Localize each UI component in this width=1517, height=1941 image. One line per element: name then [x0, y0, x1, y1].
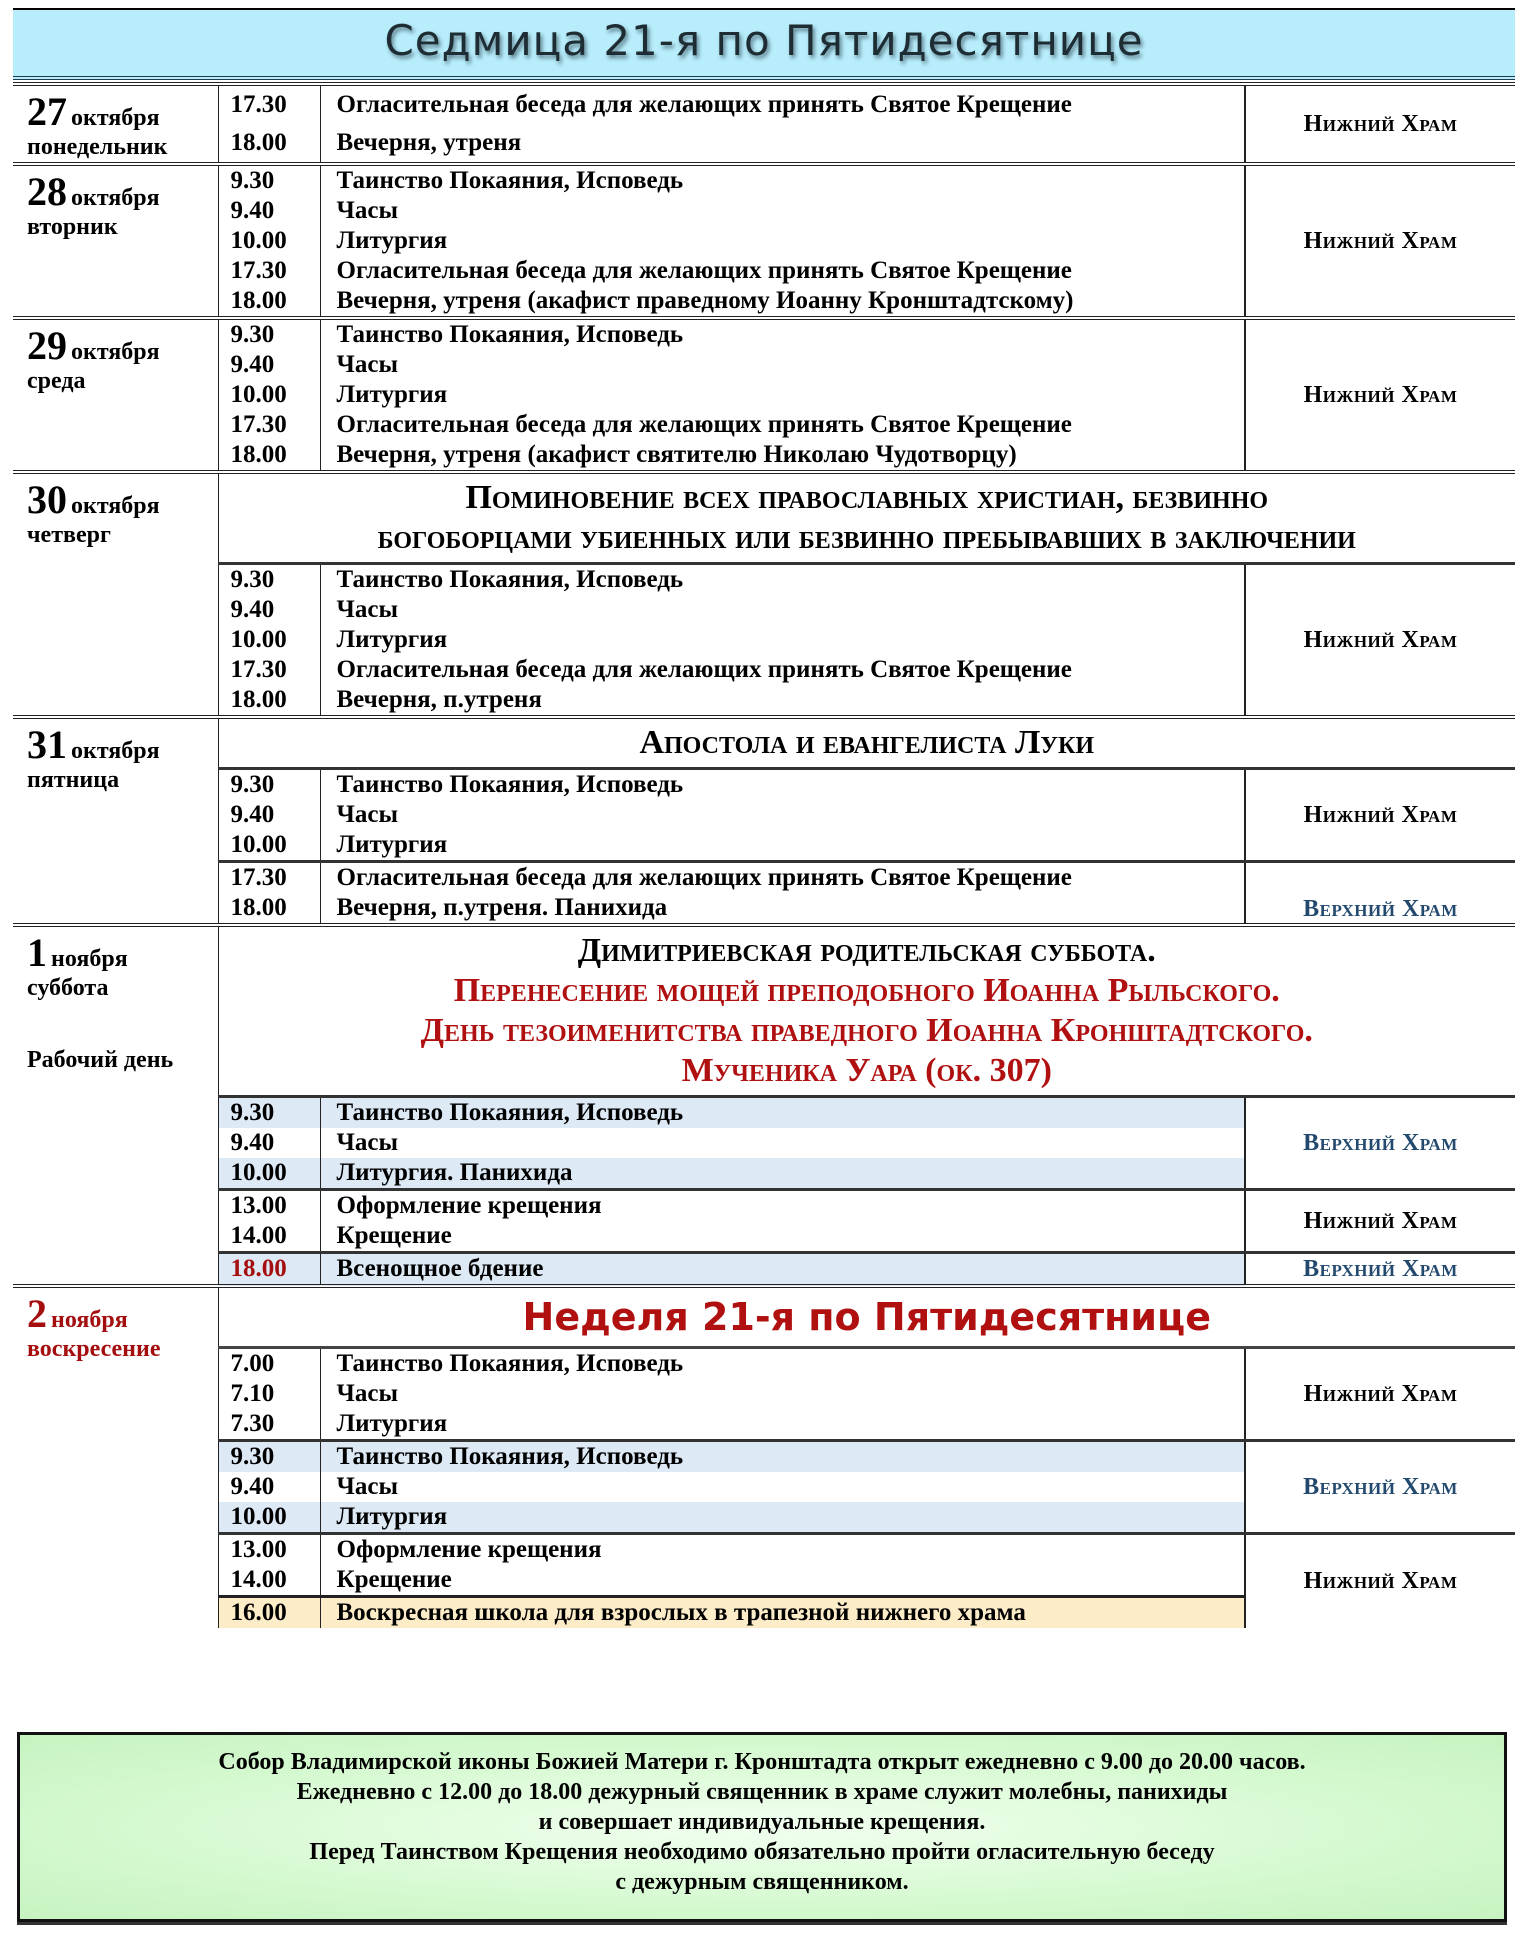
church-location: Верхний Храм [1245, 1441, 1515, 1534]
service-time: 9.40 [218, 595, 320, 625]
month-name: октября [71, 105, 160, 131]
service-description: Таинство Покаяния, Исповедь [320, 769, 1245, 801]
service-time: 16.00 [218, 1597, 320, 1629]
service-description: Литургия [336, 1410, 448, 1437]
weekday: понедельник [27, 134, 168, 160]
church-location: Нижний Храм [1245, 164, 1515, 318]
service-description: Часы [336, 197, 398, 224]
month-name: октября [71, 185, 160, 211]
service-description: Крещение [336, 1566, 452, 1593]
service-time: 18.00 [218, 286, 320, 318]
month-name: ноября [51, 946, 128, 972]
date-line [27, 930, 218, 975]
service-time: 9.40 [218, 196, 320, 226]
service-time: 18.00 [218, 124, 320, 164]
service-time: 17.30 [218, 84, 320, 124]
weekday: четверг [27, 522, 111, 548]
service-time: 14.00 [218, 1221, 320, 1253]
service-time: 9.30 [218, 1441, 320, 1473]
service-description: Таинство Покаяния, Исповедь [320, 318, 1245, 350]
service-row [13, 1253, 1515, 1287]
church-location: Верхний Храм [1245, 862, 1515, 926]
service-description: Огласительная беседа для желающих принять Святое Крещение [320, 862, 1245, 894]
service-time: 7.30 [218, 1409, 320, 1441]
day-cell [13, 717, 218, 925]
service-time: 17.30 [218, 256, 320, 286]
feast-title [218, 925, 1515, 1097]
church-location: Нижний Храм [1245, 318, 1515, 472]
service-description: Литургия [336, 227, 448, 254]
day-number: 28 [27, 169, 67, 214]
service-description: Вечерня, п.утреня. Панихида [336, 894, 668, 921]
service-description: Огласительная беседа для желающих принять Святое Крещение [336, 411, 1072, 438]
service-row [13, 862, 1515, 894]
service-description: Вечерня, утреня [336, 129, 522, 156]
date-line [27, 1291, 218, 1336]
weekday: воскресение [27, 1336, 161, 1362]
feast-line-red: День тезоименитства праведного Иоанна Кронштадтского. [420, 1012, 1313, 1049]
service-description: Вечерня, п.утреня [336, 686, 542, 713]
feast-title [218, 472, 1515, 564]
church-location: Нижний Храм [1245, 1190, 1515, 1253]
church-location: Нижний Храм [1245, 1348, 1515, 1441]
day-number: 1 [27, 930, 47, 975]
day-cell [13, 925, 218, 1286]
service-time: 9.30 [218, 1097, 320, 1129]
service-description: Огласительная беседа для желающих принять Святое Крещение [336, 656, 1072, 683]
weekday: среда [27, 368, 86, 394]
service-description: Таинство Покаяния, Исповедь [320, 1441, 1245, 1473]
service-description: Оформление крещения [320, 1534, 1245, 1566]
sunday-title: Неделя 21-я по Пятидесятнице [218, 1286, 1515, 1348]
service-description: Таинство Покаяния, Исповедь [320, 1097, 1245, 1129]
service-description: Таинство Покаяния, Исповедь [320, 564, 1245, 596]
service-description: Часы [336, 1129, 398, 1156]
service-row [13, 564, 1515, 596]
service-time: 9.40 [218, 1128, 320, 1158]
service-description: Крещение [336, 1222, 452, 1249]
service-description: Часы [336, 596, 398, 623]
day-number: 31 [27, 722, 67, 767]
service-time: 14.00 [218, 1565, 320, 1597]
service-time: 10.00 [218, 830, 320, 862]
church-location: Верхний Храм [1245, 1253, 1515, 1287]
service-description: Оформление крещения [320, 1190, 1245, 1222]
church-location: Нижний Храм [1245, 769, 1515, 862]
service-description: Литургия [336, 381, 448, 408]
service-row [13, 164, 1515, 196]
feast-line: Поминовение всех православных христиан, безвинно [465, 479, 1269, 516]
service-description: Часы [336, 1473, 398, 1500]
service-description: Вечерня, утреня (акафист святителю Николаю Чудотворцу) [336, 441, 1017, 468]
month-name: октября [71, 339, 160, 365]
service-time: 9.30 [218, 164, 320, 196]
feast-line-red: Мученика Уара (ок. 307) [681, 1052, 1052, 1089]
notice-line: и совершает индивидуальные крещения. [538, 1809, 986, 1835]
service-description: Таинство Покаяния, Исповедь [320, 1348, 1245, 1380]
service-time: 17.30 [218, 862, 320, 894]
weekday: вторник [27, 214, 118, 240]
workday-note: Рабочий день [27, 1047, 174, 1073]
service-description: Воскресная школа для взрослых в трапезной нижнего храма [320, 1597, 1245, 1629]
day-cell [13, 318, 218, 472]
service-time: 17.30 [218, 410, 320, 440]
service-row [13, 1534, 1515, 1566]
date-line [27, 323, 218, 368]
service-time: 13.00 [218, 1190, 320, 1222]
service-description: Часы [336, 351, 398, 378]
service-time: 10.00 [218, 226, 320, 256]
feast-line-red: Перенесение мощей преподобного Иоанна Рыльского. [453, 972, 1280, 1009]
week-banner [13, 10, 1515, 80]
day-cell [13, 84, 218, 164]
service-row [13, 1441, 1515, 1473]
service-description: Вечерня, утреня (акафист праведному Иоанну Кронштадтскому) [336, 287, 1074, 314]
feast-line: богоборцами убиенных или безвинно пребывавших в заключении [377, 519, 1356, 556]
church-location: Нижний Храм [1245, 1534, 1515, 1629]
service-time: 10.00 [218, 380, 320, 410]
service-time: 18.00 [218, 685, 320, 717]
service-description: Часы [336, 801, 398, 828]
service-description: Огласительная беседа для желающих принять Святое Крещение [336, 257, 1072, 284]
day-number: 30 [27, 477, 67, 522]
service-time: 9.40 [218, 1472, 320, 1502]
week-title: Седмица 21-я по Пятидесятнице [384, 16, 1144, 65]
service-description: Часы [336, 1380, 398, 1407]
service-row [13, 1097, 1515, 1129]
service-time: 10.00 [218, 1158, 320, 1190]
service-time: 7.00 [218, 1348, 320, 1380]
weekday: пятница [27, 767, 120, 793]
feast-line: Димитриевская родительская суббота. [577, 932, 1156, 969]
day-cell [13, 1286, 218, 1628]
service-description: Таинство Покаяния, Исповедь [320, 164, 1245, 196]
service-time: 9.30 [218, 564, 320, 596]
service-time: 18.00 [218, 893, 320, 925]
service-time: 13.00 [218, 1534, 320, 1566]
church-location: Верхний Храм [1245, 1097, 1515, 1190]
service-row [13, 769, 1515, 801]
sunday-title-row [13, 1286, 1515, 1348]
day-number: 2 [27, 1291, 47, 1336]
service-description: Литургия. Панихида [320, 1158, 1245, 1190]
service-row [13, 318, 1515, 350]
service-time: 7.10 [218, 1379, 320, 1409]
service-time: 9.30 [218, 769, 320, 801]
service-description: Литургия [320, 1502, 1245, 1534]
feast-row [13, 925, 1515, 1097]
service-description: Литургия [336, 831, 448, 858]
month-name: октября [71, 493, 160, 519]
church-location: Нижний Храм [1245, 84, 1515, 164]
service-time: 18.00 [218, 440, 320, 472]
day-number: 27 [27, 89, 67, 134]
service-description: Всенощное бдение [320, 1253, 1245, 1287]
service-description: Огласительная беседа для желающих принять Святое Крещение [320, 84, 1245, 124]
church-location: Нижний Храм [1245, 564, 1515, 718]
service-row [13, 1348, 1515, 1380]
service-time: 18.00 [218, 1253, 320, 1287]
info-notice [17, 1732, 1507, 1922]
notice-line: Собор Владимирской иконы Божией Матери г. Кронштадта открыт ежедневно с 9.00 до 20.00 часов. [218, 1749, 1306, 1775]
service-row [13, 1190, 1515, 1222]
weekday: суббота [27, 975, 109, 1001]
day-number: 29 [27, 323, 67, 368]
schedule-table [13, 82, 1515, 1628]
month-name: ноября [51, 1307, 128, 1333]
date-line [27, 169, 218, 214]
service-time: 9.40 [218, 350, 320, 380]
service-time: 9.40 [218, 800, 320, 830]
service-row [13, 84, 1515, 124]
notice-line: с дежурным священником. [615, 1869, 909, 1895]
service-description: Литургия [336, 626, 448, 653]
date-line [27, 722, 218, 767]
day-cell [13, 472, 218, 717]
service-time: 10.00 [218, 1502, 320, 1534]
date-line [27, 477, 218, 522]
service-time: 17.30 [218, 655, 320, 685]
service-time: 10.00 [218, 625, 320, 655]
feast-line: Апостола и евангелиста Луки [639, 724, 1095, 761]
date-line [27, 89, 218, 134]
month-name: октября [71, 738, 160, 764]
feast-row [13, 472, 1515, 564]
day-cell [13, 164, 218, 318]
notice-line: Ежедневно с 12.00 до 18.00 дежурный священник в храме служит молебны, панихиды [296, 1779, 1228, 1805]
service-time: 9.30 [218, 318, 320, 350]
feast-row [13, 717, 1515, 769]
notice-line: Перед Таинством Крещения необходимо обязательно пройти огласительную беседу [309, 1839, 1215, 1865]
feast-title [218, 717, 1515, 769]
